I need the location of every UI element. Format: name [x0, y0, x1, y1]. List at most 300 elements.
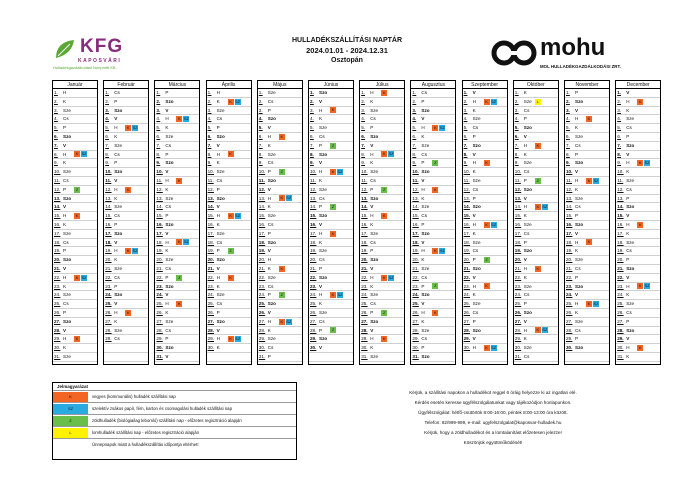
day-row: [616, 107, 660, 116]
day-number: 10.: [514, 169, 522, 175]
day-number: 15.: [617, 213, 624, 219]
day-number: 4.: [54, 116, 58, 122]
day-row: [104, 133, 148, 142]
day-number: 16.: [412, 221, 419, 227]
day-weekday: V: [267, 125, 271, 131]
collection-tag: K: [638, 344, 642, 350]
day-number: 13.: [566, 195, 573, 201]
day-row: [463, 353, 507, 362]
collection-tag: K: [536, 142, 540, 148]
day-weekday: Sze: [63, 353, 71, 359]
day-number: 3.: [361, 107, 366, 113]
day-weekday: V: [370, 142, 374, 148]
day-row: [616, 151, 660, 160]
day-number: 8.: [105, 151, 110, 157]
day-number: 27.: [258, 318, 266, 324]
day-weekday: P: [421, 345, 425, 351]
collection-tag: K: [382, 212, 386, 218]
day-weekday: P: [114, 221, 118, 227]
day-row: [616, 265, 660, 274]
day-weekday: V: [472, 213, 476, 219]
day-row: [104, 177, 148, 186]
day-row: [207, 274, 251, 283]
day-row: [258, 256, 302, 265]
day-number: 28.: [105, 327, 112, 333]
day-weekday: Cs: [523, 230, 530, 236]
day-number: 10.: [54, 169, 61, 175]
day-row: [207, 283, 251, 292]
day-weekday: H: [165, 239, 169, 245]
day-weekday: P: [472, 133, 476, 139]
day-weekday: V: [626, 213, 630, 219]
day-number: 11.: [54, 177, 61, 183]
day-number: 28.: [463, 327, 470, 333]
day-weekday: P: [523, 301, 527, 307]
day-weekday: Szo: [626, 327, 635, 333]
day-row: [155, 230, 199, 239]
day-number: 18.: [514, 239, 522, 245]
day-weekday: Szo: [575, 160, 584, 166]
day-weekday: H: [370, 336, 374, 342]
day-row: [207, 230, 251, 239]
day-number: 9.: [463, 160, 468, 166]
day-weekday: P: [63, 186, 67, 192]
day-number: 22.: [514, 274, 522, 280]
day-weekday: V: [421, 239, 425, 245]
day-row: [360, 247, 404, 256]
day-number: 2.: [258, 98, 263, 104]
day-weekday: V: [63, 327, 67, 333]
day-number: 29.: [310, 336, 317, 342]
day-row: [309, 230, 353, 239]
day-number: 30.: [412, 345, 419, 351]
day-row: [155, 107, 199, 116]
day-row: [360, 335, 404, 344]
day-weekday: Cs: [165, 204, 172, 210]
day-row: [258, 89, 302, 98]
day-weekday: K: [626, 230, 630, 236]
day-number: 21.: [207, 265, 214, 271]
day-number: 6.: [514, 133, 519, 139]
day-number: 29.: [412, 336, 419, 342]
day-number: 21.: [514, 265, 522, 271]
day-row: [207, 265, 251, 274]
day-row: [309, 353, 353, 362]
day-row: [207, 221, 251, 230]
day-row: [53, 318, 97, 327]
day-weekday: Cs: [267, 221, 274, 227]
day-weekday: H: [114, 248, 118, 254]
day-row: [207, 142, 251, 151]
day-weekday: K: [114, 318, 118, 324]
day-row: [360, 256, 404, 265]
day-weekday: Sze: [626, 301, 635, 307]
kfg-logo-text: KFG: [80, 36, 124, 57]
day-number: 22.: [207, 274, 214, 280]
day-weekday: K: [370, 98, 374, 104]
day-number: 5.: [566, 125, 570, 131]
day-number: 29.: [105, 336, 112, 342]
day-weekday: V: [63, 142, 67, 148]
day-weekday: H: [523, 327, 528, 333]
collection-tag: SZ: [235, 98, 241, 104]
day-number: 2.: [156, 98, 161, 104]
day-number: 29.: [156, 336, 163, 342]
day-weekday: Sze: [114, 142, 123, 148]
day-row: [565, 256, 609, 265]
day-number: 1.: [105, 90, 110, 95]
day-row: [53, 212, 97, 221]
collection-tag: K: [331, 107, 335, 113]
day-weekday: Sze: [575, 133, 583, 139]
day-row: [53, 221, 97, 230]
day-number: 7.: [412, 142, 417, 148]
day-weekday: K: [319, 301, 323, 307]
day-number: 2.: [514, 98, 519, 104]
day-weekday: Szo: [319, 336, 328, 342]
day-weekday: H: [370, 213, 374, 219]
day-row: [104, 274, 148, 283]
day-number: 24.: [361, 292, 368, 298]
day-number: 31.: [412, 353, 419, 359]
day-row: [53, 98, 97, 107]
day-row: [53, 142, 97, 151]
day-number: 23.: [258, 283, 266, 289]
day-row: [565, 168, 609, 177]
day-row: [411, 291, 455, 300]
day-number: 11.: [463, 177, 470, 183]
collection-tag: K: [382, 336, 386, 342]
day-row: [411, 239, 455, 248]
day-weekday: Sze: [523, 283, 532, 289]
day-row: [360, 265, 404, 274]
day-weekday: Sze: [267, 336, 276, 342]
day-number: 6.: [258, 133, 263, 139]
day-number: 25.: [514, 301, 522, 307]
day-row: [360, 230, 404, 239]
day-number: 21.: [310, 265, 317, 271]
day-number: 12.: [310, 186, 317, 192]
day-weekday: V: [523, 195, 527, 201]
day-weekday: H: [63, 90, 67, 95]
day-row: [258, 133, 302, 142]
day-weekday: P: [267, 107, 271, 113]
day-number: 11.: [617, 177, 624, 183]
day-weekday: H: [421, 309, 425, 315]
collection-tag: K: [331, 168, 335, 174]
day-weekday: H: [421, 125, 425, 131]
day-number: 1.: [207, 90, 212, 95]
day-number: 27.: [54, 318, 61, 324]
month-column: [308, 80, 354, 365]
day-weekday: P: [421, 160, 425, 166]
day-weekday: K: [267, 142, 271, 148]
day-weekday: K: [523, 274, 527, 280]
day-row: [309, 115, 353, 124]
day-number: 27.: [412, 318, 419, 324]
day-weekday: Sze: [472, 301, 481, 307]
day-weekday: Sze: [523, 221, 532, 227]
day-weekday: H: [216, 336, 220, 342]
day-weekday: Sze: [370, 230, 379, 236]
day-number: 28.: [361, 327, 368, 333]
day-row: [309, 203, 353, 212]
day-number: 5.: [156, 125, 161, 131]
day-row: [360, 89, 404, 98]
day-row: [514, 107, 558, 116]
month-header: Április: [206, 80, 252, 89]
day-row: [155, 203, 199, 212]
day-weekday: K: [216, 160, 220, 166]
day-row: [104, 89, 148, 98]
day-number: 20.: [207, 257, 214, 263]
day-weekday: Szo: [370, 318, 379, 324]
day-number: 6.: [463, 133, 468, 139]
day-number: 19.: [566, 248, 573, 254]
day-weekday: Cs: [114, 90, 120, 95]
day-number: 16.: [361, 221, 368, 227]
day-weekday: Sze: [63, 107, 71, 113]
day-row: [258, 318, 302, 327]
day-weekday: Sze: [319, 248, 327, 254]
day-row: [616, 212, 660, 221]
day-weekday: K: [114, 257, 118, 263]
day-weekday: P: [267, 169, 271, 175]
day-weekday: H: [216, 274, 220, 280]
collection-tag: K: [536, 327, 540, 333]
day-weekday: K: [114, 133, 118, 139]
day-weekday: V: [626, 151, 630, 157]
day-number: 13.: [617, 195, 624, 201]
day-row: [53, 283, 97, 292]
day-row: [309, 256, 353, 265]
collection-tag: Z: [331, 204, 335, 210]
day-number: 23.: [207, 283, 214, 289]
day-weekday: Sze: [216, 107, 225, 113]
day-number: 24.: [310, 292, 317, 298]
day-weekday: Cs: [319, 257, 325, 263]
day-number: 14.: [207, 204, 214, 210]
day-number: 12.: [258, 186, 266, 192]
day-row: [155, 142, 199, 151]
collection-tag: Z: [434, 283, 437, 289]
month-column: [206, 80, 252, 365]
day-weekday: K: [370, 160, 374, 166]
day-row: [463, 115, 507, 124]
day-number: 7.: [463, 142, 468, 148]
day-weekday: Sze: [370, 107, 379, 113]
day-weekday: V: [626, 336, 630, 342]
day-number: 17.: [207, 230, 214, 236]
day-row: [309, 247, 353, 256]
day-number: 5.: [310, 125, 314, 131]
day-row: [309, 142, 353, 151]
day-row: [616, 98, 660, 107]
day-row: [565, 159, 609, 168]
day-weekday: H: [472, 345, 476, 351]
day-number: 23.: [54, 283, 61, 289]
day-weekday: K: [216, 221, 220, 227]
day-number: 3.: [156, 107, 161, 113]
day-number: 27.: [514, 318, 522, 324]
day-weekday: Cs: [216, 301, 223, 307]
day-weekday: Cs: [421, 336, 428, 342]
collection-tag: K: [331, 230, 335, 236]
day-number: 17.: [412, 230, 419, 236]
collection-tag: SZ: [337, 168, 343, 174]
day-row: [360, 300, 404, 309]
day-number: 4.: [310, 116, 314, 122]
day-number: 14.: [463, 204, 470, 210]
day-number: 10.: [258, 169, 266, 175]
month-column: [52, 80, 98, 365]
day-number: 23.: [463, 283, 470, 289]
day-weekday: P: [626, 133, 630, 139]
day-weekday: V: [165, 230, 169, 236]
day-number: 8.: [361, 151, 366, 157]
day-row: [616, 168, 660, 177]
day-weekday: K: [523, 336, 527, 342]
day-number: 21.: [258, 265, 266, 271]
day-weekday: K: [370, 283, 374, 289]
day-number: 9.: [105, 160, 110, 166]
month-header: Március: [154, 80, 200, 89]
day-row: [411, 159, 455, 168]
collection-tag: K: [229, 336, 232, 342]
day-weekday: H: [421, 248, 425, 254]
note-line: Köszönjük együttműködését!: [463, 440, 523, 445]
collection-tag: K: [382, 274, 386, 280]
day-weekday: P: [575, 90, 579, 95]
day-row: [53, 327, 97, 336]
day-number: 9.: [566, 160, 570, 166]
day-row: [207, 239, 251, 248]
day-row: [463, 168, 507, 177]
day-number: 21.: [566, 265, 573, 271]
collection-tag: K: [485, 283, 488, 289]
month-header: Február: [103, 80, 149, 89]
day-weekday: P: [421, 98, 425, 104]
collection-tag: Z: [178, 274, 181, 280]
day-row: [514, 247, 558, 256]
day-number: 4.: [156, 116, 161, 122]
day-row: [104, 212, 148, 221]
day-weekday: P: [114, 160, 118, 166]
day-row: [207, 247, 251, 256]
day-row: [104, 124, 148, 133]
day-weekday: Sze: [165, 195, 174, 201]
day-row: [616, 318, 660, 327]
collection-tag: K: [434, 186, 437, 192]
kfg-leaf-icon: [52, 38, 80, 60]
day-row: [463, 133, 507, 142]
day-row: [360, 353, 404, 362]
day-number: 5.: [361, 125, 366, 131]
month-days: [308, 89, 354, 365]
day-weekday: H: [626, 98, 630, 104]
day-number: 8.: [514, 151, 519, 157]
calendar-grid: [52, 80, 662, 365]
day-number: 15.: [412, 213, 419, 219]
day-number: 29.: [617, 336, 624, 342]
day-row: [104, 247, 148, 256]
day-row: [104, 107, 148, 116]
day-number: 19.: [310, 248, 317, 254]
month-days: [154, 89, 200, 365]
collection-tag: K: [75, 151, 79, 157]
day-row: [309, 89, 353, 98]
legend-text: szelektív zsákos papír, fém, karton és csomagolási hulladék szállítási nap: [92, 406, 232, 411]
day-weekday: V: [575, 292, 579, 298]
day-number: 19.: [105, 248, 112, 254]
day-row: [565, 309, 609, 318]
day-number: 24.: [463, 292, 470, 298]
day-number: 17.: [310, 230, 317, 236]
collection-tag: K: [126, 309, 130, 315]
day-number: 16.: [566, 221, 573, 227]
day-weekday: K: [165, 186, 169, 192]
day-row: [155, 318, 199, 327]
day-row: [411, 98, 455, 107]
day-weekday: Szo: [63, 133, 72, 139]
day-number: 1.: [310, 90, 314, 95]
collection-tag: SZ: [491, 98, 497, 104]
day-row: [155, 221, 199, 230]
day-row: [616, 115, 660, 124]
day-row: [360, 186, 404, 195]
collection-tag: K: [587, 116, 591, 122]
day-row: [360, 239, 404, 248]
day-row: [463, 89, 507, 98]
day-weekday: K: [472, 230, 476, 236]
day-weekday: P: [575, 336, 579, 342]
day-weekday: K: [523, 90, 527, 95]
day-number: 11.: [310, 177, 317, 183]
day-weekday: Sze: [421, 265, 430, 271]
day-number: 25.: [566, 301, 573, 307]
day-row: [411, 195, 455, 204]
day-weekday: Szo: [114, 107, 123, 113]
day-number: 27.: [156, 318, 163, 324]
day-weekday: Szo: [114, 292, 123, 298]
day-weekday: H: [165, 301, 169, 307]
month-header: Szeptember: [462, 80, 508, 89]
day-number: 1.: [361, 90, 366, 95]
day-row: [258, 335, 302, 344]
day-weekday: K: [472, 169, 476, 175]
day-row: [258, 291, 302, 300]
day-number: 5.: [54, 125, 58, 131]
day-weekday: Sze: [319, 309, 327, 315]
day-weekday: Szo: [575, 98, 584, 104]
day-weekday: K: [165, 248, 169, 254]
day-weekday: P: [267, 230, 271, 236]
day-row: [463, 318, 507, 327]
day-weekday: Cs: [63, 239, 69, 245]
day-number: 29.: [54, 336, 61, 342]
day-weekday: Cs: [267, 98, 274, 104]
day-weekday: P: [472, 195, 476, 201]
day-row: [514, 177, 558, 186]
day-weekday: V: [523, 257, 527, 263]
collection-tag: SZ: [286, 195, 292, 201]
day-weekday: Cs: [114, 213, 120, 219]
day-row: [53, 159, 97, 168]
day-row: [616, 344, 660, 353]
day-row: [309, 159, 353, 168]
day-weekday: Szo: [267, 301, 276, 307]
day-row: [360, 283, 404, 292]
